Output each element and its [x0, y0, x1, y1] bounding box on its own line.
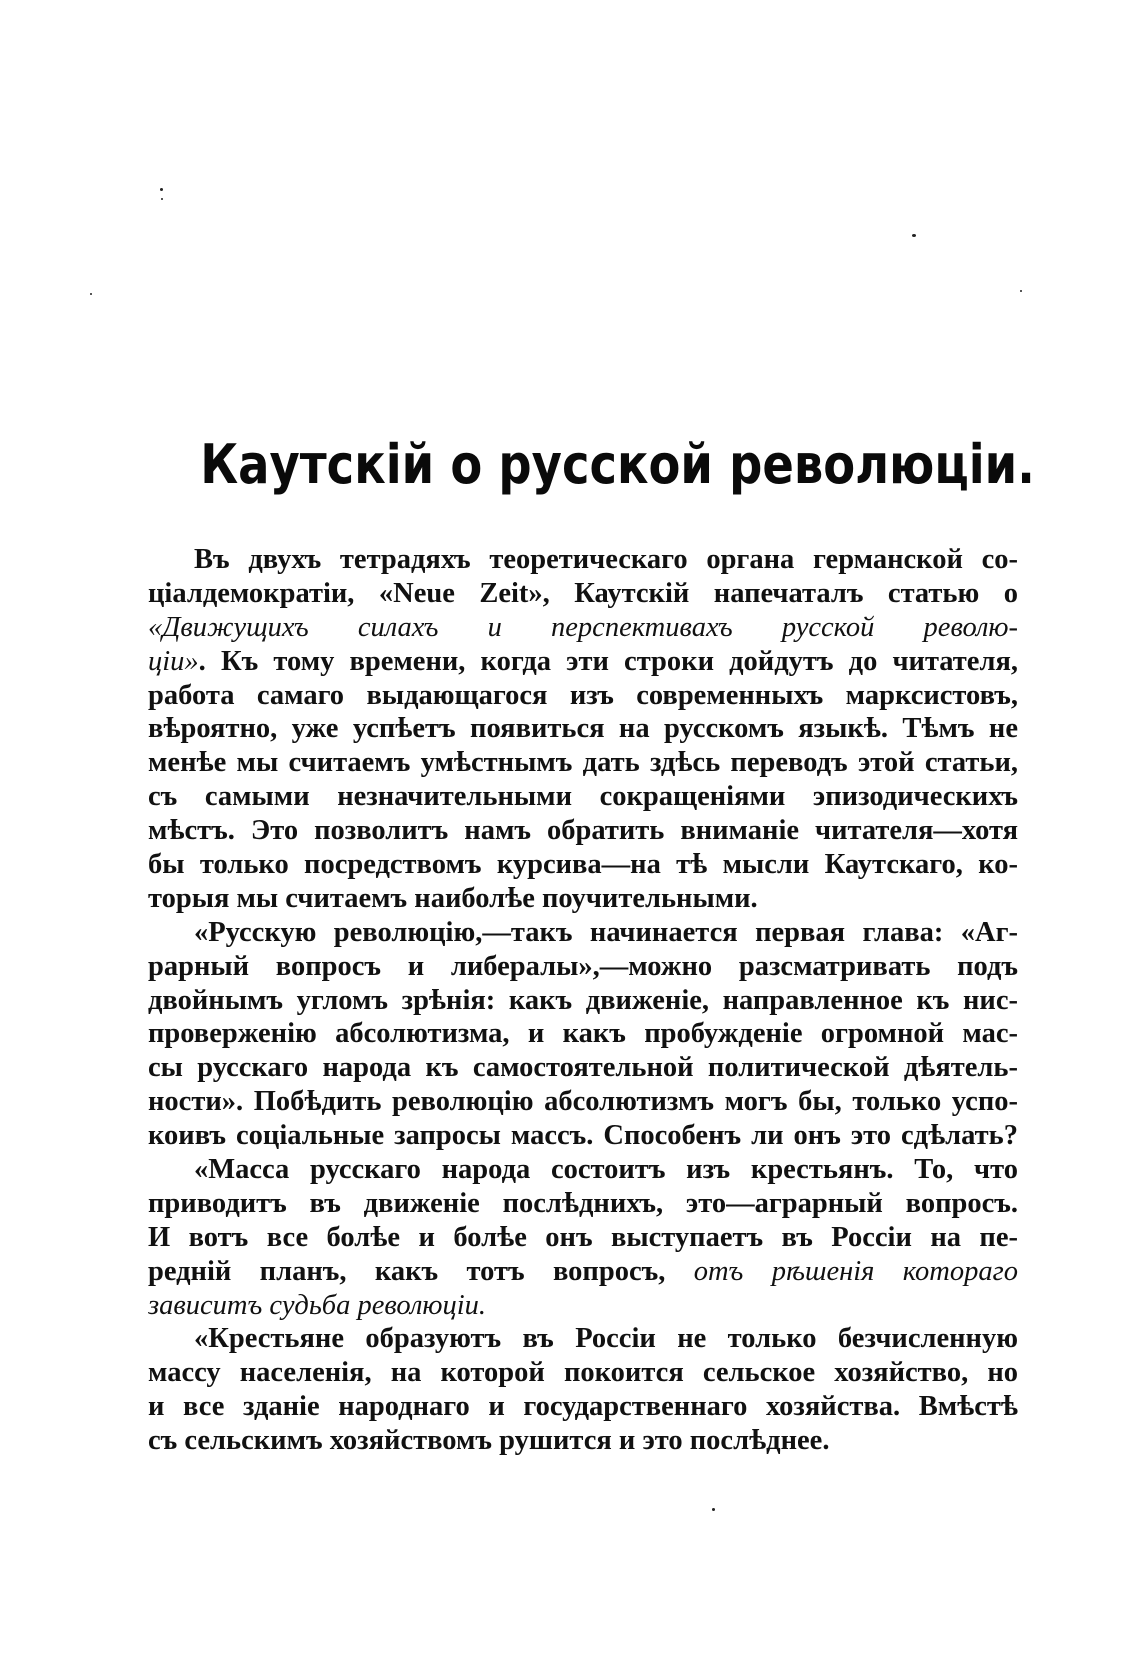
text-line	[148, 1085, 1018, 1119]
text-line	[148, 1390, 1018, 1424]
text-segment: ности». Побѣдить революцію абсолютизмъ могъ бы, только успо-	[148, 1086, 1018, 1118]
italic-text-segment: зависитъ судьба революціи.	[148, 1289, 487, 1321]
text-line	[148, 1051, 1018, 1085]
italic-text-segment: ціи»	[148, 645, 199, 677]
italic-text-segment: отъ рѣшенія котораго	[693, 1255, 1018, 1287]
text-segment: съ самыми незначительными сокращеніями эпизодическихъ	[148, 781, 1018, 813]
text-segment: коивъ соціальные запросы массъ. Способенъ ли онъ это сдѣлать?	[148, 1120, 1018, 1152]
text-line	[148, 679, 1018, 713]
text-line	[148, 611, 1018, 645]
text-line	[148, 950, 1018, 984]
text-line	[148, 814, 1018, 848]
text-segment: сы русскаго народа къ самостоятельной политической дѣятель-	[148, 1052, 1018, 1084]
text-line	[148, 712, 1018, 746]
scan-speck	[160, 188, 163, 191]
text-line	[148, 1255, 1018, 1289]
text-segment: «Масса русскаго народа состоитъ изъ крестьянъ. То, что	[194, 1154, 1018, 1186]
text-segment: приводитъ въ движеніе послѣднихъ, это—аграрный вопросъ.	[148, 1187, 1018, 1219]
text-segment: ціалдемократіи, «Neue Zeit», Каутскій напечаталъ статью о	[148, 577, 1018, 609]
text-line	[148, 1289, 1018, 1323]
text-line	[148, 984, 1018, 1018]
text-segment: массу населенія, на которой покоится сельское хозяйство, но	[148, 1357, 1018, 1389]
text-segment: Въ двухъ тетрадяхъ теоретическаго органа германской со-	[194, 544, 1018, 575]
text-line	[148, 882, 1018, 916]
text-segment: бы только посредствомъ курсива—на тѣ мысли Каутскаго, ко-	[148, 849, 1018, 881]
text-segment: проверженію абсолютизма, и какъ пробужденіе огромной мас-	[148, 1018, 1018, 1050]
text-line	[148, 1221, 1018, 1255]
text-line	[148, 1017, 1018, 1051]
text-line	[148, 577, 1018, 611]
text-segment: работа самаго выдающагося изъ современныхъ марксистовъ,	[148, 679, 1018, 711]
text-segment: «Крестьяне образуютъ въ Россіи не только безчисленную	[194, 1323, 1018, 1355]
text-line	[148, 1322, 1018, 1356]
text-line	[148, 1424, 1018, 1458]
scan-speck	[712, 1508, 715, 1511]
text-segment: . Къ тому времени, когда эти строки дойдутъ до читателя,	[198, 645, 1018, 677]
text-line	[148, 780, 1018, 814]
text-segment: редній планъ, какъ тотъ вопросъ,	[148, 1255, 694, 1287]
scan-speck	[90, 293, 92, 295]
text-line	[148, 746, 1018, 780]
text-segment: двойнымъ угломъ зрѣнія: какъ движеніе, направленное къ нис-	[148, 984, 1018, 1016]
text-line	[148, 1187, 1018, 1221]
text-segment: И вотъ все болѣе и болѣе онъ выступаетъ въ Россіи на пе-	[148, 1221, 1018, 1253]
text-segment: съ сельскимъ хозяйствомъ рушится и это послѣднее.	[148, 1425, 830, 1457]
scan-speck	[1020, 290, 1022, 292]
text-line	[148, 848, 1018, 882]
text-line	[148, 1356, 1018, 1390]
italic-text-segment: «Движущихъ силахъ и перспективахъ русской револю-	[148, 611, 1018, 643]
text-segment: торыя мы считаемъ наиболѣе поучительными.	[148, 882, 758, 914]
scan-speck	[161, 198, 163, 200]
page-title: Каутскій о русской революціи.	[200, 433, 1035, 496]
text-line	[148, 543, 1018, 577]
text-segment: «Русскую революцію,—такъ начинается первая глава: «Аг-	[194, 916, 1018, 948]
text-segment: и все зданіе народнаго и государственнаго хозяйства. Вмѣстѣ	[148, 1391, 1018, 1423]
text-segment: менѣе мы считаемъ умѣстнымъ дать здѣсь переводъ этой статьи,	[148, 747, 1018, 779]
text-segment: вѣроятно, уже успѣетъ появиться на русскомъ языкѣ. Тѣмъ не	[148, 713, 1018, 745]
body-text	[148, 543, 1018, 1458]
text-segment: мѣстъ. Это позволитъ намъ обратить вниманіе читателя—хотя	[148, 815, 1018, 847]
text-line	[148, 645, 1018, 679]
scan-speck	[912, 234, 916, 237]
text-line	[148, 1153, 1018, 1187]
text-line	[148, 1119, 1018, 1153]
text-segment: рарный вопросъ и либералы»,—можно разсматривать подъ	[148, 950, 1018, 982]
text-line	[148, 916, 1018, 950]
